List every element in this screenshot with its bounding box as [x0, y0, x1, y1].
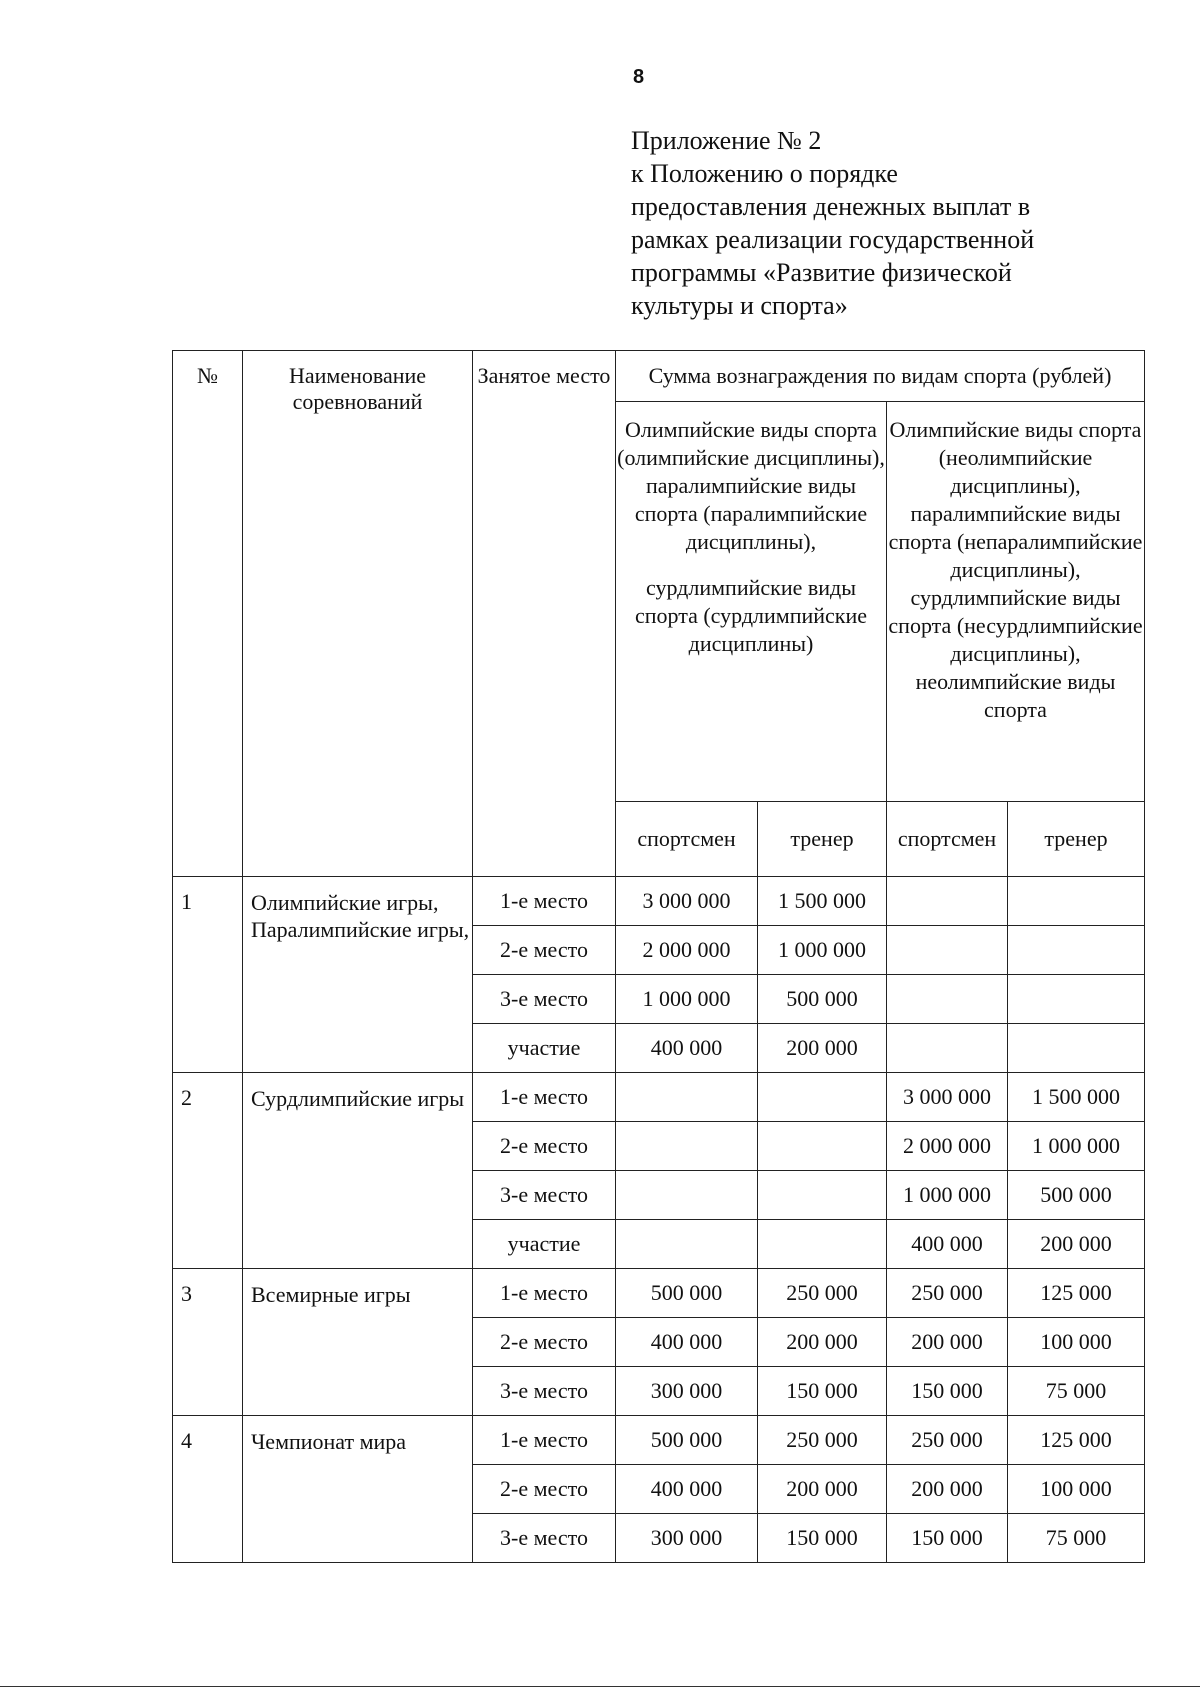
athlete-nonolympic-cell: 250 000: [887, 1416, 1008, 1465]
coach-olympic-cell: 150 000: [758, 1514, 887, 1563]
header-reward-sum: Сумма вознаграждения по видам спорта (рублей): [616, 351, 1145, 402]
coach-olympic-cell: 250 000: [758, 1269, 887, 1318]
place-cell: участие: [473, 1220, 616, 1269]
place-cell: 1-е место: [473, 1416, 616, 1465]
athlete-nonolympic-cell: [887, 926, 1008, 975]
coach-olympic-cell: 500 000: [758, 975, 887, 1024]
athlete-nonolympic-cell: 250 000: [887, 1269, 1008, 1318]
athlete-olympic-cell: [616, 1073, 758, 1122]
page-bottom-rule: [0, 1686, 1200, 1687]
awards-table: [172, 350, 1145, 1563]
page-number: 8: [633, 66, 645, 88]
table-row: [173, 877, 1145, 926]
place-cell: 2-е место: [473, 1465, 616, 1514]
appendix-line: Приложение № 2: [631, 126, 822, 155]
coach-nonolympic-cell: 75 000: [1008, 1514, 1145, 1563]
group-number: 4: [173, 1416, 243, 1563]
coach-olympic-cell: [758, 1073, 887, 1122]
place-cell: 2-е место: [473, 926, 616, 975]
table-row: [173, 1073, 1145, 1122]
coach-olympic-cell: [758, 1171, 887, 1220]
competition-name: Всемирные игры: [243, 1269, 473, 1416]
place-cell: 3-е место: [473, 1367, 616, 1416]
place-cell: 1-е место: [473, 877, 616, 926]
coach-olympic-cell: 250 000: [758, 1416, 887, 1465]
header-num: №: [173, 351, 243, 877]
coach-olympic-cell: 150 000: [758, 1367, 887, 1416]
header-category-olympic-part2: сурдлимпийские виды спорта (сурдлимпийские дисциплины): [634, 575, 868, 656]
athlete-nonolympic-cell: 150 000: [887, 1367, 1008, 1416]
athlete-olympic-cell: 400 000: [616, 1318, 758, 1367]
appendix-line: культуры и спорта»: [631, 291, 848, 320]
group-number: 2: [173, 1073, 243, 1269]
coach-olympic-cell: 200 000: [758, 1024, 887, 1073]
coach-nonolympic-cell: [1008, 926, 1145, 975]
place-cell: 3-е место: [473, 975, 616, 1024]
table-row: [173, 1416, 1145, 1465]
header-coach-1: тренер: [758, 802, 887, 877]
coach-olympic-cell: 200 000: [758, 1318, 887, 1367]
athlete-nonolympic-cell: 1 000 000: [887, 1171, 1008, 1220]
athlete-nonolympic-cell: 200 000: [887, 1465, 1008, 1514]
athlete-nonolympic-cell: 3 000 000: [887, 1073, 1008, 1122]
header-category-olympic: [616, 402, 887, 802]
appendix-line: рамках реализации государственной: [631, 225, 1035, 254]
place-cell: 3-е место: [473, 1514, 616, 1563]
athlete-olympic-cell: 1 000 000: [616, 975, 758, 1024]
athlete-olympic-cell: 3 000 000: [616, 877, 758, 926]
athlete-nonolympic-cell: 400 000: [887, 1220, 1008, 1269]
coach-nonolympic-cell: 500 000: [1008, 1171, 1145, 1220]
place-cell: 2-е место: [473, 1318, 616, 1367]
coach-nonolympic-cell: 1 000 000: [1008, 1122, 1145, 1171]
athlete-olympic-cell: 300 000: [616, 1514, 758, 1563]
athlete-olympic-cell: [616, 1220, 758, 1269]
athlete-olympic-cell: 2 000 000: [616, 926, 758, 975]
athlete-olympic-cell: 500 000: [616, 1416, 758, 1465]
place-cell: 2-е место: [473, 1122, 616, 1171]
competition-name: Чемпионат мира: [243, 1416, 473, 1563]
coach-nonolympic-cell: 125 000: [1008, 1269, 1145, 1318]
athlete-olympic-cell: [616, 1122, 758, 1171]
coach-olympic-cell: [758, 1122, 887, 1171]
header-athlete-1: спортсмен: [616, 802, 758, 877]
coach-nonolympic-cell: 100 000: [1008, 1318, 1145, 1367]
header-coach-2: тренер: [1008, 802, 1145, 877]
appendix-line: предоставления денежных выплат в: [631, 192, 1031, 221]
competition-name: Сурдлимпийские игры: [243, 1073, 473, 1269]
athlete-nonolympic-cell: [887, 1024, 1008, 1073]
coach-olympic-cell: 1 500 000: [758, 877, 887, 926]
athlete-nonolympic-cell: 200 000: [887, 1318, 1008, 1367]
coach-olympic-cell: [758, 1220, 887, 1269]
coach-nonolympic-cell: 1 500 000: [1008, 1073, 1145, 1122]
athlete-olympic-cell: [616, 1171, 758, 1220]
appendix-line: к Положению о порядке: [631, 159, 898, 188]
place-cell: участие: [473, 1024, 616, 1073]
athlete-olympic-cell: 400 000: [616, 1024, 758, 1073]
place-cell: 1-е место: [473, 1073, 616, 1122]
table-row: [173, 1269, 1145, 1318]
group-number: 3: [173, 1269, 243, 1416]
appendix-heading: [631, 124, 1151, 322]
coach-nonolympic-cell: 75 000: [1008, 1367, 1145, 1416]
coach-nonolympic-cell: 200 000: [1008, 1220, 1145, 1269]
header-place: Занятое место: [473, 351, 616, 877]
athlete-nonolympic-cell: 2 000 000: [887, 1122, 1008, 1171]
place-cell: 3-е место: [473, 1171, 616, 1220]
athlete-nonolympic-cell: 150 000: [887, 1514, 1008, 1563]
athlete-olympic-cell: 500 000: [616, 1269, 758, 1318]
header-competition-name: Наименование соревнований: [243, 351, 473, 877]
coach-nonolympic-cell: [1008, 1024, 1145, 1073]
header-category-olympic-part1: Олимпийские виды спорта (олимпийские дисциплины), паралимпийские виды спорта (паралимпийские дисциплины),: [617, 417, 885, 554]
athlete-nonolympic-cell: [887, 975, 1008, 1024]
coach-nonolympic-cell: [1008, 877, 1145, 926]
coach-olympic-cell: 200 000: [758, 1465, 887, 1514]
coach-olympic-cell: 1 000 000: [758, 926, 887, 975]
header-category-non-olympic: Олимпийские виды спорта (неолимпийские дисциплины), паралимпийские виды спорта (непаралимпийские дисциплины), сурдлимпийские виды спорта (несурдлимпийские дисциплины), неолимпийские виды спорта: [887, 402, 1145, 802]
coach-nonolympic-cell: [1008, 975, 1145, 1024]
group-number: 1: [173, 877, 243, 1073]
appendix-line: программы «Развитие физической: [631, 258, 1012, 287]
athlete-olympic-cell: 300 000: [616, 1367, 758, 1416]
coach-nonolympic-cell: 100 000: [1008, 1465, 1145, 1514]
athlete-nonolympic-cell: [887, 877, 1008, 926]
place-cell: 1-е место: [473, 1269, 616, 1318]
coach-nonolympic-cell: 125 000: [1008, 1416, 1145, 1465]
athlete-olympic-cell: 400 000: [616, 1465, 758, 1514]
header-athlete-2: спортсмен: [887, 802, 1008, 877]
competition-name: Олимпийские игры, Паралимпийские игры,: [243, 877, 473, 1073]
